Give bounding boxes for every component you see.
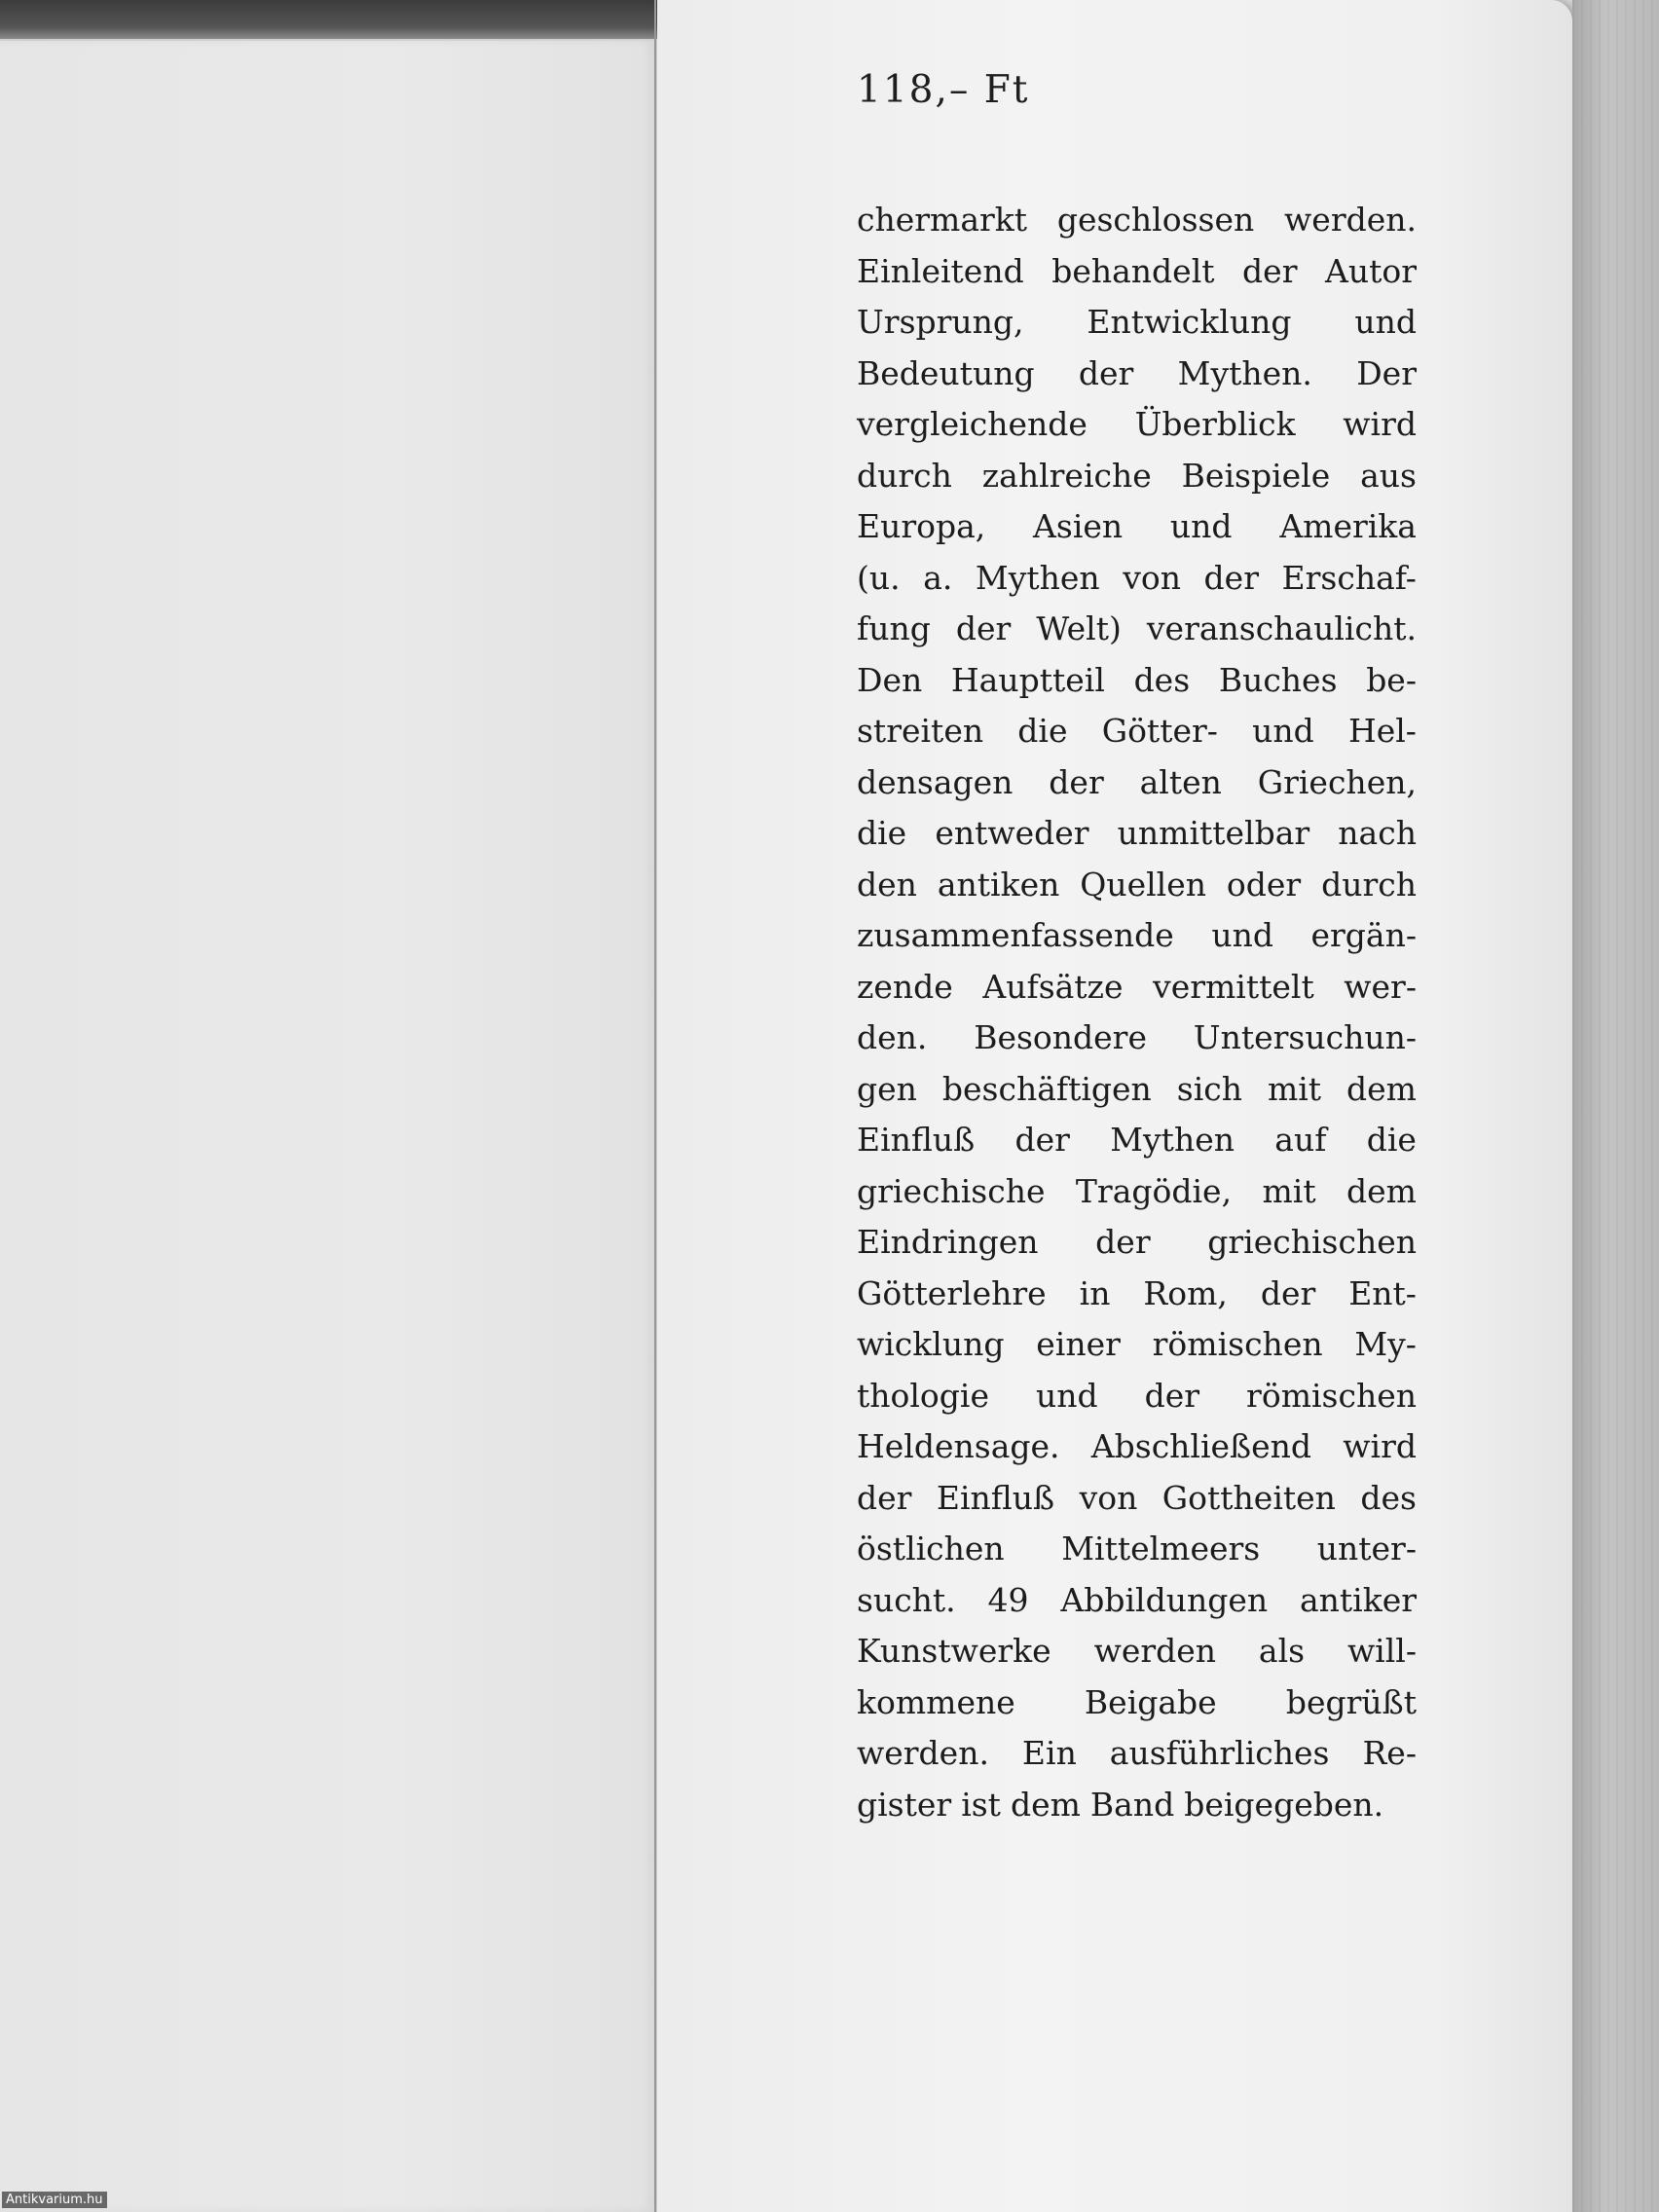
- text-line: Einleitend behandelt der Autor: [857, 251, 1417, 290]
- text-line: zusammenfassende und ergän-: [857, 916, 1417, 954]
- text-line: Europa, Asien und Amerika: [857, 507, 1417, 545]
- text-line: werden. Ein ausführliches Re-: [857, 1734, 1417, 1772]
- text-line: gister ist dem Band beigegeben.: [857, 1785, 1384, 1824]
- text-line: durch zahlreiche Beispiele aus: [857, 456, 1417, 495]
- text-line: gen beschäftigen sich mit dem: [857, 1069, 1417, 1108]
- text-line: densagen der alten Griechen,: [857, 762, 1417, 801]
- text-line: Götterlehre in Rom, der Ent-: [857, 1273, 1417, 1312]
- text-line: den antiken Quellen oder durch: [857, 865, 1417, 903]
- text-line: der Einfluß von Gottheiten des: [857, 1478, 1417, 1517]
- text-line: sucht. 49 Abbildungen antiker: [857, 1580, 1417, 1619]
- background-surface: [1572, 0, 1659, 2212]
- text-line: zende Aufsätze vermittelt wer-: [857, 967, 1417, 1006]
- text-line: östlichen Mittelmeers unter-: [857, 1530, 1417, 1567]
- text-line: Einfluß der Mythen auf die: [857, 1121, 1417, 1159]
- cover-top-edge: [0, 0, 662, 39]
- flap-description: [857, 195, 1417, 1830]
- text-line: die entweder unmittelbar nach: [857, 814, 1417, 852]
- text-line: wicklung einer römischen My-: [857, 1325, 1417, 1363]
- text-line: Eindringen der griechischen: [857, 1223, 1417, 1261]
- text-line: chermarkt geschlossen werden.: [857, 201, 1417, 239]
- text-line: streiten die Götter- und Hel-: [857, 712, 1417, 750]
- text-line: den. Besondere Untersuchun-: [857, 1018, 1417, 1056]
- watermark: Antikvarium.hu: [2, 2192, 107, 2208]
- price-label: 118,– Ft: [857, 68, 1030, 112]
- text-line: Heldensage. Abschließend wird: [857, 1427, 1417, 1465]
- text-line: griechische Tragödie, mit dem: [857, 1171, 1417, 1210]
- text-line: Kunstwerke werden als will-: [857, 1632, 1417, 1670]
- left-endpaper: [0, 41, 654, 2212]
- text-line: Bedeutung der Mythen. Der: [857, 353, 1417, 392]
- text-line: thologie und der römischen: [857, 1376, 1417, 1415]
- fold-line: [654, 0, 656, 2212]
- text-line: kommene Beigabe begrüßt: [857, 1682, 1417, 1721]
- text-line: (u. a. Mythen von der Erschaf-: [857, 558, 1417, 597]
- text-line: Den Hauptteil des Buches be-: [857, 660, 1417, 699]
- text-line: vergleichende Überblick wird: [857, 405, 1417, 443]
- text-line: fung der Welt) veranschaulicht.: [857, 609, 1417, 647]
- text-line: Ursprung, Entwicklung und: [857, 303, 1417, 341]
